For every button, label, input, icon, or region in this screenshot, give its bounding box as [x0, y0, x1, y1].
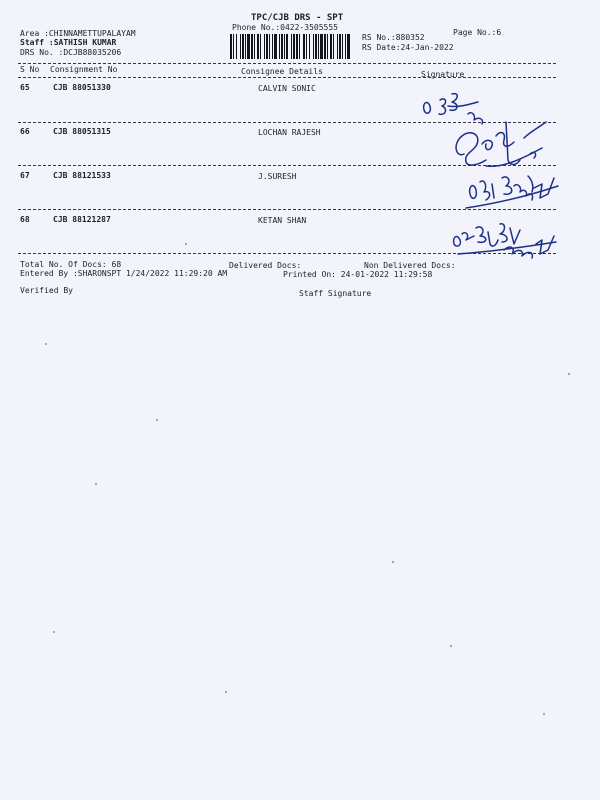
printed-on: Printed On: 24-01-2022 11:29:58 — [283, 270, 433, 279]
row-consignment: CJB 88051330 — [53, 83, 111, 92]
scan-speck — [185, 243, 187, 245]
delivered-docs: Delivered Docs: — [229, 261, 302, 270]
col-header-consignment: Consignment No — [50, 65, 118, 74]
drs-number: DRS No. :DCJB88035206 — [20, 48, 122, 57]
row-sno: 68 — [20, 215, 30, 224]
scan-speck — [156, 419, 158, 421]
area-label: Area :CHINNAMETTUPALAYAM — [20, 29, 136, 38]
report-title: TPC/CJB DRS - SPT — [251, 13, 344, 23]
signature-image — [448, 214, 560, 260]
signature-image — [462, 164, 562, 214]
phone-number: Phone No.:0422-3505555 — [232, 23, 338, 32]
row-consignee: KETAN SHAN — [258, 216, 307, 225]
rs-date: RS Date:24-Jan-2022 — [362, 43, 454, 52]
scan-speck — [225, 691, 227, 693]
row-consignee: CALVIN SONIC — [258, 84, 316, 93]
scan-speck — [543, 713, 545, 715]
scan-speck — [392, 561, 394, 563]
verified-by-label: Verified By — [20, 286, 73, 295]
scan-speck — [450, 645, 452, 647]
row-sno: 66 — [20, 127, 30, 136]
row-consignment: CJB 88121287 — [53, 215, 111, 224]
non-delivered-docs: Non Delivered Docs: — [364, 261, 456, 270]
divider — [18, 77, 556, 78]
staff-signature-label: Staff Signature — [299, 289, 372, 298]
scan-speck — [45, 343, 47, 345]
row-consignee: J.SURESH — [258, 172, 297, 181]
col-header-sno: S No — [20, 65, 40, 74]
col-header-signature: Signature — [421, 70, 465, 79]
row-sno: 65 — [20, 83, 30, 92]
scan-speck — [568, 373, 570, 375]
barcode-image — [229, 34, 353, 59]
divider — [18, 63, 556, 64]
total-docs: Total No. Of Docs: 68 — [20, 260, 122, 269]
entered-by: Entered By :SHARONSPT 1/24/2022 11:29:20 AM — [20, 269, 228, 278]
col-header-consignee: Consignee Details — [241, 67, 323, 76]
row-consignment: CJB 88051315 — [53, 127, 111, 136]
staff-label: Staff :SATHISH KUMAR — [20, 38, 117, 47]
scan-speck — [53, 631, 55, 633]
row-sno: 67 — [20, 171, 30, 180]
scan-speck — [95, 483, 97, 485]
row-consignee: LOCHAN RAJESH — [258, 128, 321, 137]
row-consignment: CJB 88121533 — [53, 171, 111, 180]
page-number: Page No.:6 — [453, 28, 502, 37]
rs-number: RS No.:880352 — [362, 33, 425, 42]
